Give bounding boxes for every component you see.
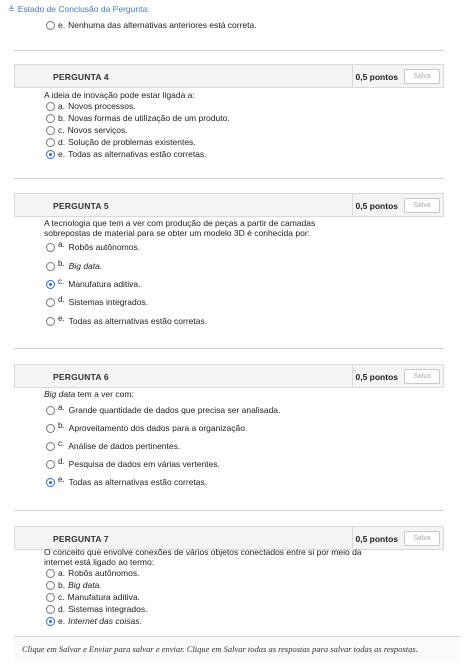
question-title: PERGUNTA 6 <box>53 372 109 382</box>
q4-option-a[interactable] <box>46 101 136 111</box>
question-header <box>14 364 444 388</box>
q6-option-b[interactable] <box>46 423 247 433</box>
option-text: Aproveitamento dos dados para a organização. <box>68 423 248 433</box>
radio-button-selected[interactable] <box>46 280 55 289</box>
radio-button[interactable] <box>46 21 55 30</box>
option-text: Nenhuma das alternativas anteriores está correta. <box>68 20 257 30</box>
option-text: Todas as alternativas estão corretas. <box>68 316 208 326</box>
q6-option-d[interactable] <box>46 459 220 469</box>
option-text: Manufatura aditiva. <box>67 592 140 602</box>
divider <box>14 348 444 349</box>
option-letter: a. <box>58 240 65 249</box>
q5-option-d[interactable] <box>46 297 148 307</box>
save-status-button[interactable]: Salva <box>404 69 440 84</box>
q7-option-b[interactable] <box>46 580 102 590</box>
option-letter: c. <box>58 592 65 602</box>
option-letter: a. <box>58 568 66 578</box>
divider <box>14 510 444 511</box>
question-text <box>44 547 374 567</box>
radio-button[interactable] <box>46 138 55 147</box>
radio-button[interactable] <box>46 262 55 271</box>
question-text-line: O conceito que envolve conexões de vários objetos conectados entre si por meio da <box>44 547 362 557</box>
option-text: Todas as alternativas estão corretas. <box>68 149 207 159</box>
option-text: Robôs autônomos. <box>68 568 140 578</box>
option-letter: b. <box>58 421 65 430</box>
option-letter: e. <box>58 475 65 484</box>
question-points: 0,5 pontos <box>355 372 398 382</box>
save-status-button[interactable]: Salva <box>404 198 440 213</box>
option-letter: d. <box>58 137 66 147</box>
radio-button[interactable] <box>46 114 55 123</box>
radio-button[interactable] <box>46 460 55 469</box>
q7-option-e[interactable] <box>46 616 142 626</box>
option-letter: b. <box>58 580 66 590</box>
option-letter: b. <box>58 259 65 268</box>
save-status-button[interactable]: Salva <box>404 369 440 384</box>
option-letter: b. <box>58 113 66 123</box>
header-divider <box>352 194 353 216</box>
option-letter: e. <box>58 20 66 30</box>
q4-option-e[interactable] <box>46 149 207 159</box>
radio-button[interactable] <box>46 593 55 602</box>
option-text: Internet das coisas. <box>68 616 142 626</box>
radio-button[interactable] <box>46 442 55 451</box>
q5-option-e[interactable] <box>46 316 207 326</box>
option-text: Sistemas integrados. <box>68 297 149 307</box>
question-title: PERGUNTA 4 <box>53 72 109 82</box>
q5-option-c[interactable] <box>46 279 141 289</box>
option-text: Grande quantidade de dados que precisa ser analisada. <box>68 405 281 415</box>
question-text-line: internet está ligado ao termo: <box>44 557 155 567</box>
question-points: 0,5 pontos <box>355 534 398 544</box>
radio-button[interactable] <box>46 298 55 307</box>
q5-option-a[interactable] <box>46 242 140 252</box>
q7-option-d[interactable] <box>46 604 147 614</box>
option-letter: a. <box>58 403 65 412</box>
radio-button-selected[interactable] <box>46 617 55 626</box>
option-text: Solução de problemas existentes. <box>68 137 196 147</box>
q4-option-b[interactable] <box>46 113 230 123</box>
option-text: Big data. <box>68 261 103 271</box>
question-points: 0,5 pontos <box>355 201 398 211</box>
divider <box>14 50 444 51</box>
option-text: Novos serviços. <box>67 125 128 135</box>
q7-option-a[interactable] <box>46 568 139 578</box>
option-letter: e. <box>58 149 66 159</box>
option-letter: c. <box>58 277 65 286</box>
question-text-emphasis: Big data <box>44 389 76 399</box>
radio-button[interactable] <box>46 317 55 326</box>
footer-instructions: Clique em Salvar e Enviar para salvar e enviar. Clique em Salvar todas as respostas para salvar todas as respostas. <box>22 644 418 654</box>
header-divider <box>352 365 353 387</box>
question-text-line: sobrepostas de material para se obter um modelo 3D é conhecida por: <box>44 228 311 238</box>
option-letter: e. <box>58 616 66 626</box>
option-letter: d. <box>58 457 65 466</box>
option-text: Pesquisa de dados em várias vertentes. <box>68 459 220 469</box>
option-letter: c. <box>58 439 65 448</box>
option-text: Robôs autônomos. <box>68 242 141 252</box>
radio-button[interactable] <box>46 605 55 614</box>
question-points: 0,5 pontos <box>355 72 398 82</box>
q4-option-d[interactable] <box>46 137 196 147</box>
question-header <box>14 193 444 217</box>
chevron-down-icon: ≚ <box>8 4 15 14</box>
question-text-line: A tecnologia que tem a ver com produção de peças a partir de camadas <box>44 218 316 228</box>
radio-button[interactable] <box>46 102 55 111</box>
q6-option-c[interactable] <box>46 441 180 451</box>
radio-button[interactable] <box>46 406 55 415</box>
radio-button[interactable] <box>46 581 55 590</box>
option-letter: d. <box>58 295 65 304</box>
status-label: Estado de Conclusão da Pergunta: <box>17 4 150 14</box>
option-letter: d. <box>58 604 66 614</box>
q5-option-b[interactable] <box>46 261 102 271</box>
option-text: Análise de dados pertinentes. <box>68 441 181 451</box>
question-completion-status[interactable] <box>8 4 150 14</box>
option-letter: a. <box>58 101 66 111</box>
divider <box>14 178 444 179</box>
question-title: PERGUNTA 7 <box>53 534 109 544</box>
radio-button[interactable] <box>46 126 55 135</box>
question-header <box>14 64 444 88</box>
q7-option-c[interactable] <box>46 592 140 602</box>
option-text: Todas as alternativas estão corretas. <box>68 477 208 487</box>
option-letter: c. <box>58 125 65 135</box>
save-status-button[interactable]: Salva <box>404 531 440 546</box>
radio-button[interactable] <box>46 424 55 433</box>
question-text <box>44 389 344 399</box>
option-text: Big data. <box>68 580 102 590</box>
option-text: Manufatura aditiva. <box>68 279 141 289</box>
question-text: A ideia de inovação pode estar ligada a: <box>44 90 195 100</box>
option-text: Sistemas integrados. <box>68 604 148 614</box>
submit-footer <box>14 636 460 662</box>
q6-option-a[interactable] <box>46 405 280 415</box>
radio-button[interactable] <box>46 243 55 252</box>
header-divider <box>352 65 353 87</box>
question-text-rest: tem a ver com: <box>75 389 134 399</box>
radio-button[interactable] <box>46 569 55 578</box>
option-letter: e. <box>58 314 65 323</box>
question-title: PERGUNTA 5 <box>53 201 109 211</box>
radio-button-selected[interactable] <box>46 150 55 159</box>
header-divider <box>352 527 353 549</box>
radio-button-selected[interactable] <box>46 478 55 487</box>
q4-option-c[interactable] <box>46 125 128 135</box>
option-text: Novas formas de utilização de um produto. <box>68 113 230 123</box>
option-text: Novos processos. <box>68 101 136 111</box>
question-text <box>44 218 364 238</box>
q6-option-e[interactable] <box>46 477 207 487</box>
q3-option-e[interactable] <box>46 20 257 30</box>
